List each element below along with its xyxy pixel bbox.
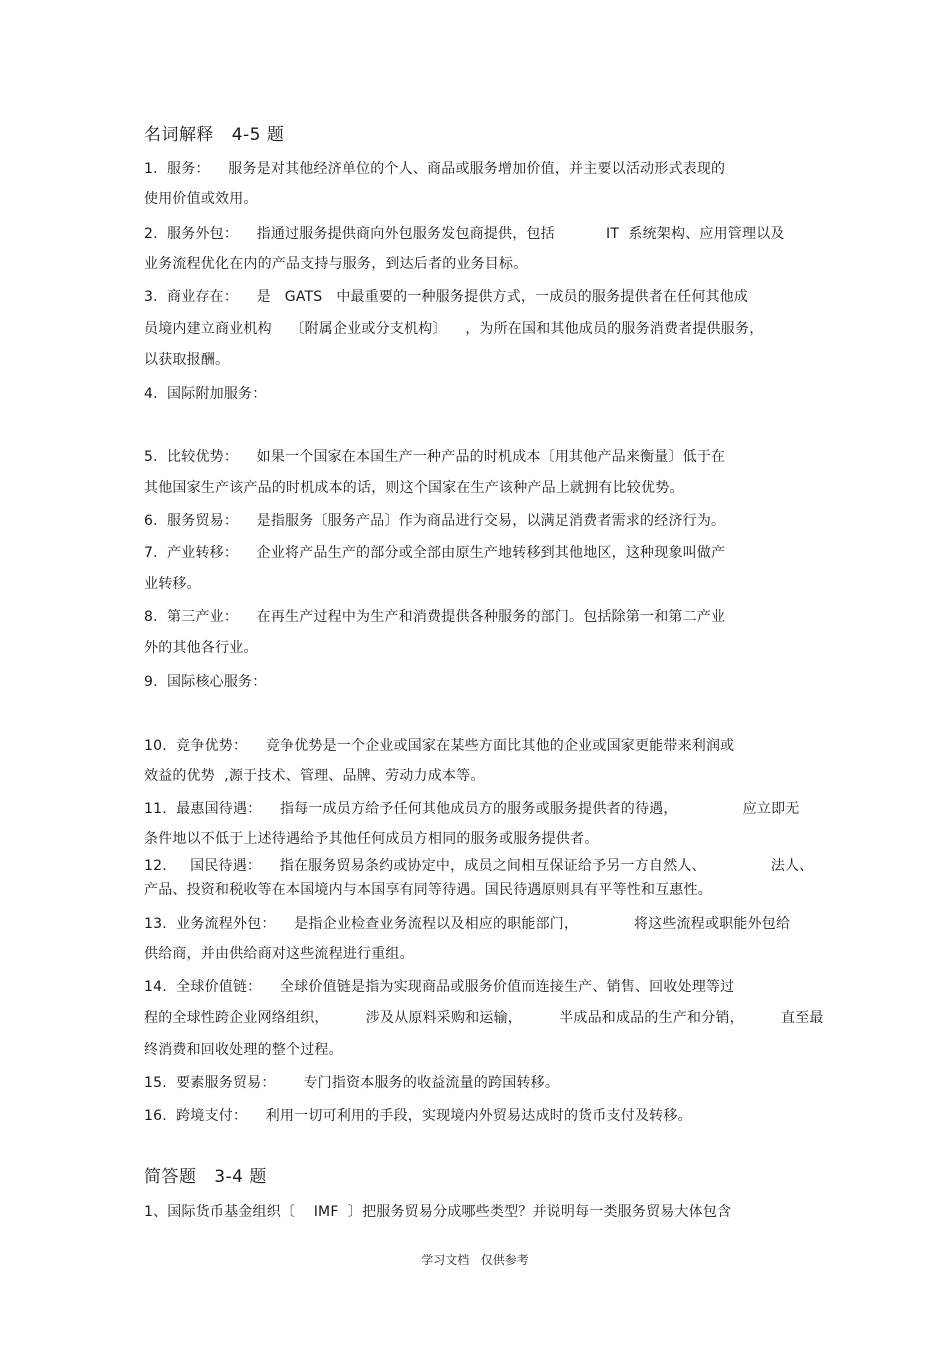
term-14-line-2: 程的全球性跨企业网络组织， 涉及从原料采购和运输， 半成品和成品的生产和分销， 直至最 bbox=[144, 1010, 824, 1026]
term-5-line-2: 其他国家生产该产品的时机成本的话，则这个国家在生产该种产品上就拥有比较优势。 bbox=[144, 480, 684, 496]
term-6-line-1: 6. 服务贸易： 是指服务〔服务产品〕作为商品进行交易，以满足消费者需求的经济行为。 bbox=[144, 513, 726, 529]
question-1-line-1: 1、国际货币基金组织〔 IMF 〕把服务贸易分成哪些类型？并说明每一类服务贸易大体包含 bbox=[144, 1204, 732, 1220]
term-7-line-1: 7. 产业转移： 企业将产品生产的部分或全部由原生产地转移到其他地区，这种现象叫做产 bbox=[144, 545, 726, 561]
term-5-line-1: 5. 比较优势： 如果一个国家在本国生产一种产品的时机成本〔用其他产品来衡量〕低于在 bbox=[144, 449, 726, 465]
page-footer: 学习文档 仅供参考 bbox=[421, 1253, 529, 1267]
term-10-line-2: 效益的优势 ,源于技术、管理、品牌、劳动力成本等。 bbox=[144, 768, 485, 784]
term-10-line-1: 10. 竞争优势： 竞争优势是一个企业或国家在某些方面比其他的企业或国家更能带来利润或 bbox=[144, 738, 735, 754]
term-12-line-2: 产品、投资和税收等在本国境内与本国享有同等待遇。国民待遇原则具有平等性和互惠性。 bbox=[144, 882, 712, 898]
term-12-line-1: 12. 国民待遇： 指在服务贸易条约或协定中，成员之间相互保证给予另一方自然人、 法人、 bbox=[144, 858, 814, 874]
term-3-line-3: 以获取报酬。 bbox=[144, 352, 230, 368]
term-4-line-1: 4. 国际附加服务： bbox=[144, 386, 267, 402]
term-8-line-2: 外的其他各行业。 bbox=[144, 640, 258, 656]
term-2-line-2: 业务流程优化在内的产品支持与服务，到达后者的业务目标。 bbox=[144, 256, 528, 272]
term-3-line-1: 3. 商业存在： 是 GATS 中最重要的一种服务提供方式，一成员的服务提供者在任何其他成 bbox=[144, 289, 749, 305]
term-1-line-1: 1. 服务： 服务是对其他经济单位的个人、商品或服务增加价值，并主要以活动形式表现的 bbox=[144, 161, 726, 177]
section-title-short-answer: 简答题 3-4 题 bbox=[144, 1167, 267, 1187]
term-13-line-1: 13. 业务流程外包： 是指企业检查业务流程以及相应的职能部门， 将这些流程或职能外包给 bbox=[144, 916, 791, 932]
term-1-line-2: 使用价值或效用。 bbox=[144, 191, 258, 207]
section-title-term-definitions: 名词解释 4-5 题 bbox=[144, 125, 285, 145]
term-2-line-1: 2. 服务外包： 指通过服务提供商向外包服务发包商提供，包括 IT 系统架构、应用管理以及 bbox=[144, 226, 785, 242]
term-14-line-3: 终消费和回收处理的整个过程。 bbox=[144, 1042, 343, 1058]
term-7-line-2: 业转移。 bbox=[144, 576, 201, 592]
term-3-line-2: 员境内建立商业机构 〔附属企业或分支机构〕 ，为所在国和其他成员的服务消费者提供服务， bbox=[144, 321, 764, 337]
term-13-line-2: 供给商，并由供给商对这些流程进行重组。 bbox=[144, 946, 414, 962]
term-11-line-2: 条件地以不低于上述待遇给予其他任何成员方相同的服务或服务提供者。 bbox=[144, 831, 599, 847]
term-15-line-1: 15. 要素服务贸易： 专门指资本服务的收益流量的跨国转移。 bbox=[144, 1075, 560, 1091]
term-11-line-1: 11. 最惠国待遇： 指每一成员方给予任何其他成员方的服务或服务提供者的待遇， 应立即无 bbox=[144, 801, 800, 817]
term-14-line-1: 14. 全球价值链： 全球价值链是指为实现商品或服务价值而连接生产、销售、回收处理等过 bbox=[144, 979, 735, 995]
term-9-line-1: 9. 国际核心服务： bbox=[144, 674, 267, 690]
term-8-line-1: 8. 第三产业： 在再生产过程中为生产和消费提供各种服务的部门。包括除第一和第二产业 bbox=[144, 609, 726, 625]
term-16-line-1: 16. 跨境支付： 利用一切可利用的手段，实现境内外贸易达成时的货币支付及转移。 bbox=[144, 1108, 692, 1124]
